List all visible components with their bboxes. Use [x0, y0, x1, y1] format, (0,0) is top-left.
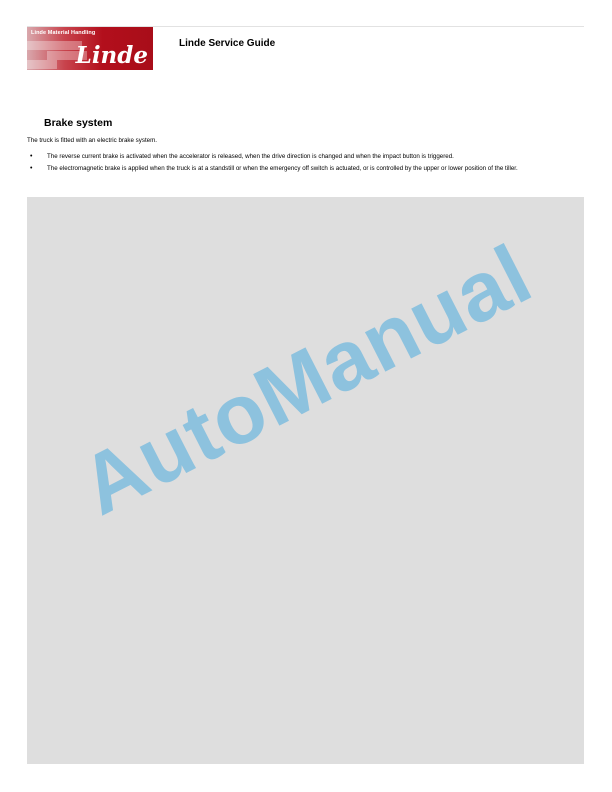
watermark: AutoManual: [65, 226, 546, 533]
section-heading: Brake system: [44, 117, 113, 129]
bullet-icon: •: [30, 153, 33, 160]
bullet-icon: •: [30, 165, 33, 172]
linde-logo: [27, 27, 153, 70]
logo-stripe: [27, 60, 57, 69]
intro-text: The truck is fitted with an electric brake system.: [27, 137, 157, 144]
list-item-text: The electromagnetic brake is applied when the truck is at a standstill or when the emergency off switch is actuated, or is controlled by the upper or lower position of the tiller.: [47, 165, 518, 172]
list-item-text: The reverse current brake is activated when the accelerator is released, when the drive direction is changed and when the impact button is triggered.: [47, 153, 454, 160]
bullet-list: [27, 152, 547, 176]
logo-stripe: [27, 41, 82, 50]
page-title: Linde Service Guide: [179, 38, 276, 49]
logo-wordmark: Linde: [75, 42, 148, 69]
logo-tagline: Linde Material Handling: [31, 30, 96, 36]
list-item: [27, 164, 547, 174]
list-item: [27, 152, 547, 162]
